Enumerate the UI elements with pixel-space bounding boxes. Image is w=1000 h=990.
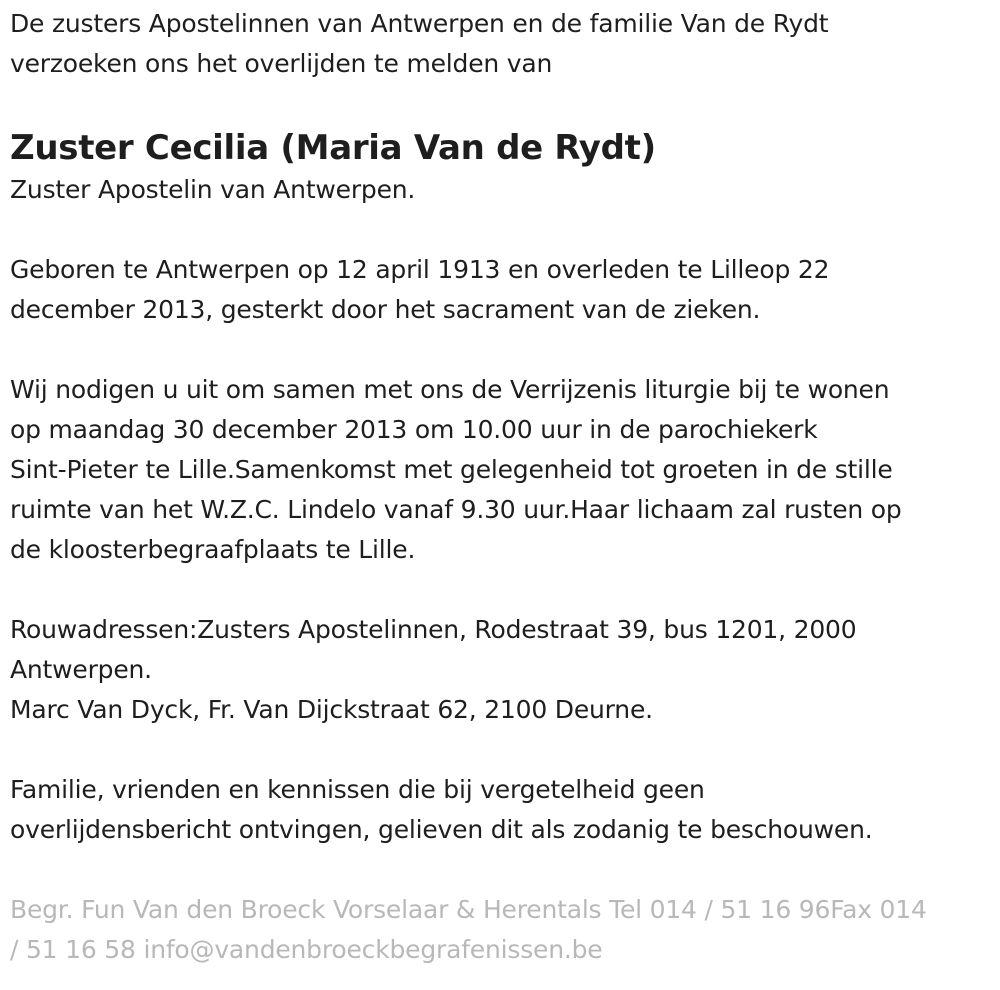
birth-line-1: Geboren te Antwerpen op 12 april 1913 en overleden te Lilleop 22 (10, 255, 830, 284)
birth-paragraph (10, 250, 990, 330)
intro-line-2: verzoeken ons het overlijden te melden van (10, 49, 553, 78)
spacer (10, 210, 990, 250)
obituary-document (10, 0, 990, 970)
spacer (10, 850, 990, 890)
invitation-line-1: Wij nodigen u uit om samen met ons de Verrijzenis liturgie bij te wonen (10, 375, 890, 404)
spacer (10, 84, 990, 124)
birth-line-2: december 2013, gesterkt door het sacrament van de zieken. (10, 295, 761, 324)
invitation-line-4: ruimte van het W.Z.C. Lindelo vanaf 9.30 uur.Haar lichaam zal rusten op (10, 495, 902, 524)
invitation-line-5: de kloosterbegraafplaats te Lille. (10, 535, 416, 564)
address-line-3: Marc Van Dyck, Fr. Van Dijckstraat 62, 2100 Deurne. (10, 695, 653, 724)
footer-line-1: Begr. Fun Van den Broeck Vorselaar & Herentals Tel 014 / 51 16 96Fax 014 (10, 895, 927, 924)
deceased-name: Zuster Cecilia (Maria Van de Rydt) (10, 128, 656, 168)
address-line-2: Antwerpen. (10, 655, 152, 684)
notice-paragraph (10, 770, 990, 850)
spacer (10, 730, 990, 770)
address-line-1: Rouwadressen:Zusters Apostelinnen, Rodestraat 39, bus 1201, 2000 (10, 615, 857, 644)
funeral-home-footer (10, 890, 990, 970)
intro-paragraph (10, 4, 990, 84)
spacer (10, 570, 990, 610)
invitation-line-3: Sint-Pieter te Lille.Samenkomst met gelegenheid tot groeten in de stille (10, 455, 893, 484)
invitation-paragraph (10, 370, 990, 570)
footer-line-2: / 51 16 58 info@vandenbroeckbegrafenissen.be (10, 935, 603, 964)
addresses-paragraph (10, 610, 990, 730)
intro-line-1: De zusters Apostelinnen van Antwerpen en de familie Van de Rydt (10, 9, 829, 38)
invitation-line-2: op maandag 30 december 2013 om 10.00 uur in de parochiekerk (10, 415, 818, 444)
notice-line-2: overlijdensbericht ontvingen, gelieven dit als zodanig te beschouwen. (10, 815, 873, 844)
notice-line-1: Familie, vrienden en kennissen die bij vergetelheid geen (10, 775, 705, 804)
deceased-subtitle: Zuster Apostelin van Antwerpen. (10, 175, 416, 204)
spacer (10, 330, 990, 370)
